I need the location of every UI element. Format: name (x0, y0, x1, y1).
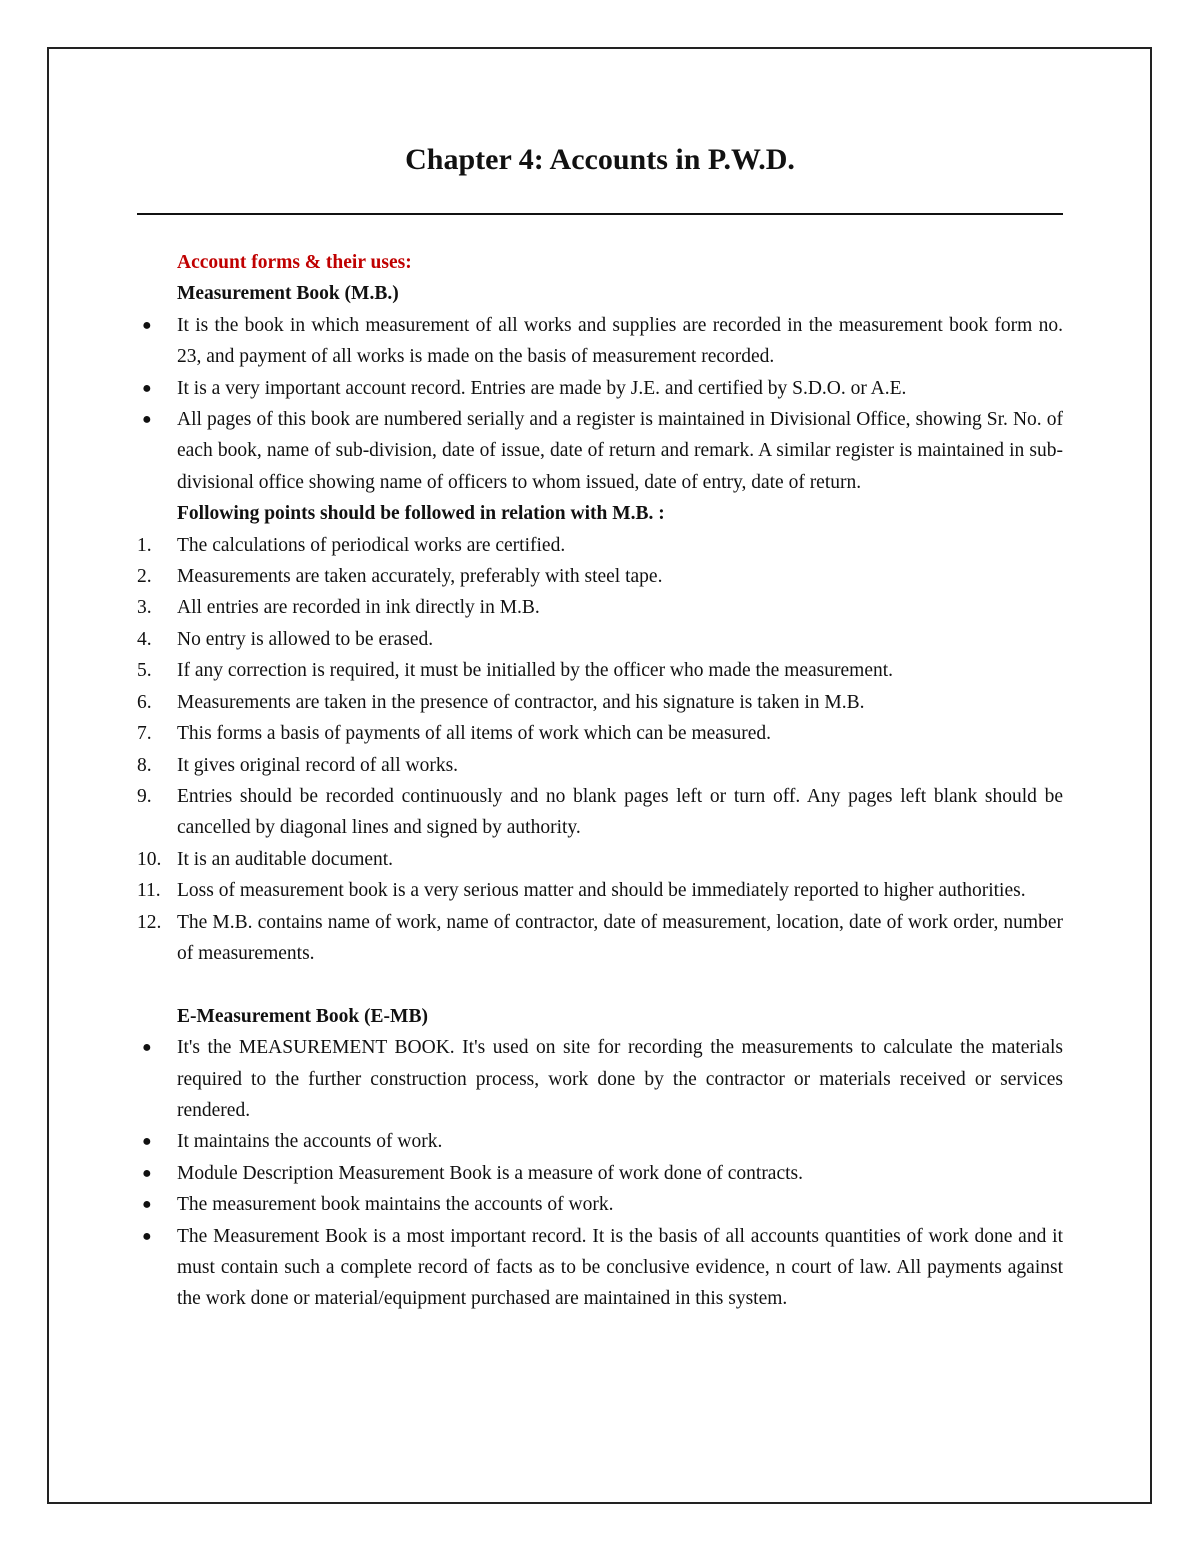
list-item: ● The measurement book maintains the accounts of work. (137, 1189, 1063, 1220)
page-title: Chapter 4: Accounts in P.W.D. (405, 143, 795, 176)
bullet-icon: ● (142, 1039, 152, 1057)
bullet-icon: ● (142, 1164, 152, 1182)
emb-heading: E-Measurement Book (E-MB) (177, 1005, 428, 1027)
bullet-icon: ● (142, 379, 152, 397)
list-item: 1. The calculations of periodical works are certified. (137, 534, 566, 556)
document-body (137, 247, 1063, 1315)
list-item: 3. All entries are recorded in ink directly in M.B. (137, 597, 540, 619)
mb-heading: Measurement Book (M.B.) (177, 283, 399, 305)
section-heading: Account forms & their uses: (177, 252, 412, 273)
bullet-icon: ● (142, 1227, 152, 1245)
list-item: 5. If any correction is required, it must be initialled by the officer who made the measurement. (137, 660, 894, 682)
list-item: ● The Measurement Book is a most important record. It is the basis of all accounts quantities of work done and it must contain such a complete record of facts as to be conclusive evidence, n court of law. All payments against the work done or material/equipment purchased are maintained in this system. (137, 1221, 1063, 1315)
list-item: 9. Entries should be recorded continuously and no blank pages left or turn off. Any pages left blank should be cancelled by diagonal lines and signed by authority. (137, 785, 1063, 839)
list-item: ● It is a very important account record. Entries are made by J.E. and certified by S.D.O. or A.E. (137, 373, 1063, 404)
list-item: ● It's the MEASUREMENT BOOK. It's used on site for recording the measurements to calculate the materials required to the further construction process, work done by the contractor or materials received or services rendered. (137, 1032, 1063, 1126)
list-item: ● It is the book in which measurement of all works and supplies are recorded in the measurement book form no. 23, and payment of all works is made on the basis of measurement recorded. (137, 310, 1063, 373)
bullet-icon: ● (142, 411, 152, 429)
list-item: ● It maintains the accounts of work. (137, 1126, 1063, 1157)
list-item: 2. Measurements are taken accurately, preferably with steel tape. (137, 566, 663, 588)
points-heading: Following points should be followed in relation with M.B. : (177, 503, 665, 525)
list-item: 6. Measurements are taken in the presence of contractor, and his signature is taken in M.B. (137, 691, 865, 713)
list-item: 10. It is an auditable document. (137, 848, 394, 870)
section-spacer (137, 969, 1063, 1000)
mb-bullet-list (137, 310, 1063, 498)
list-item: ● All pages of this book are numbered serially and a register is maintained in Divisional Office, showing Sr. No. of each book, name of sub-division, date of issue, date of return and remark. A similar register is maintained in sub-divisional office showing name of officers to whom issued, date of entry, date of return. (137, 404, 1063, 498)
bullet-icon: ● (142, 1196, 152, 1214)
bullet-icon: ● (142, 1133, 152, 1151)
list-item: 4. No entry is allowed to be erased. (137, 628, 434, 650)
list-item: 12. The M.B. contains name of work, name of contractor, date of measurement, location, date of work order, number of measurements. (137, 911, 1063, 964)
list-item: ● Module Description Measurement Book is a measure of work done of contracts. (137, 1158, 1063, 1189)
list-item: 7. This forms a basis of payments of all items of work which can be measured. (137, 723, 772, 745)
bullet-icon: ● (142, 316, 152, 334)
list-item: 8. It gives original record of all works. (137, 754, 459, 776)
mb-points-list (137, 530, 1063, 970)
list-item: 11. Loss of measurement book is a very serious matter and should be immediately reported to higher authorities. (137, 880, 1026, 902)
emb-bullet-list (137, 1032, 1063, 1315)
title-divider (137, 213, 1063, 215)
